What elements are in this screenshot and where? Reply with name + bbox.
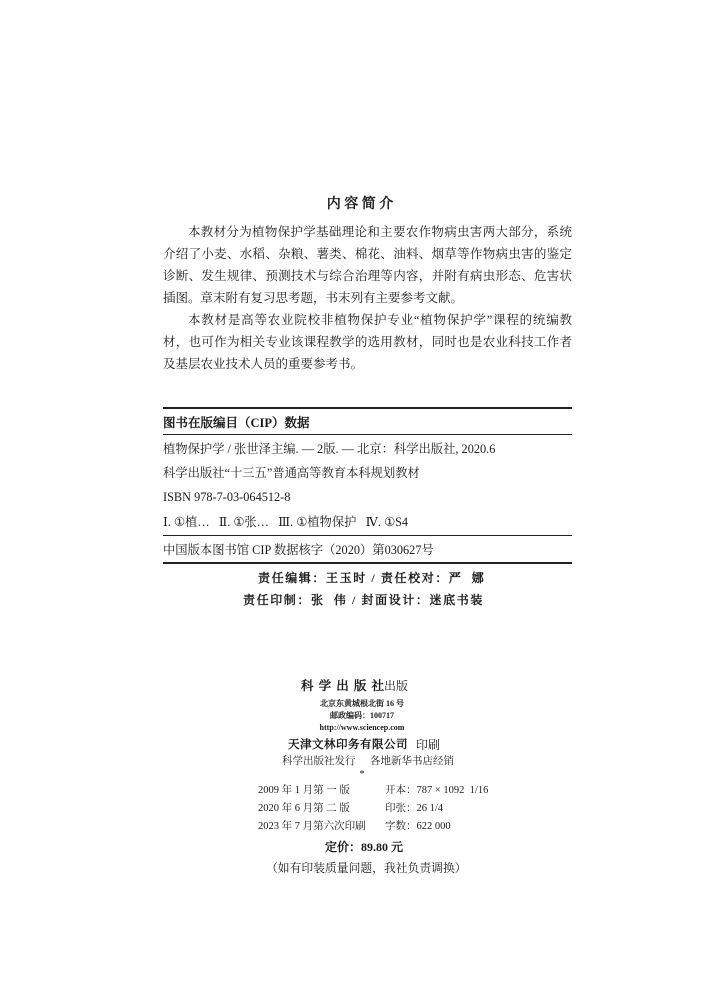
- publisher-website: http://www.sciencep.com: [319, 723, 405, 732]
- publisher-role: 出版: [384, 679, 409, 693]
- credits-editor-line: 责任编辑：王玉时 / 责任校对：严 娜: [258, 571, 486, 585]
- cip-heading: 图书在版编目（CIP）数据: [163, 416, 310, 430]
- edition-3-spec: 字数：622 000: [385, 821, 451, 832]
- quality-notice: （如有印装质量问题，我社负责调换）: [266, 861, 467, 875]
- price: 定价：89.80 元: [325, 840, 404, 854]
- edition-3-date: 2023 年 7 月第六次印刷: [258, 821, 366, 832]
- summary-title: 内 容 简 介: [326, 197, 394, 212]
- publisher-postcode: 邮政编码：100717: [330, 711, 394, 720]
- summary-body: [163, 221, 572, 375]
- summary-paragraph-1-line-2: 介绍了小麦、水稻、杂粮、薯类、棉花、油料、烟草等作物病虫害的鉴定: [163, 247, 572, 261]
- cip-record-number: 中国版本图书馆 CIP 数据核字（2020）第030627号: [163, 543, 434, 557]
- cip-top-rule: [163, 407, 572, 409]
- cip-heading-rule: [163, 434, 572, 435]
- edition-1-date: 2009 年 1 月第 一 版: [258, 785, 350, 796]
- summary-paragraph-2-line-2: 材，也可作为相关专业该课程教学的选用教材，同时也是农业科技工作者: [163, 335, 572, 349]
- summary-paragraph-1-line-4: 插图。章末附有复习思考题，书末列有主要参考文献。: [163, 291, 464, 305]
- summary-paragraph-2-line-1: 本教材是高等农业院校非植物保护专业“植物保护学”课程的统编教: [188, 313, 572, 327]
- cip-entry-series: 科学出版社“十三五”普通高等教育本科规划教材: [163, 466, 420, 480]
- summary-paragraph-1-line-3: 诊断、发生规律、预测技术与综合治理等内容，并附有病虫形态、危害状: [163, 269, 572, 283]
- publisher-address: 北京东黄城根北街 16 号: [320, 699, 404, 708]
- cip-entries-rule: [163, 535, 572, 536]
- cip-entry-title: 植物保护学 / 张世泽主编. — 2版. — 北京：科学出版社, 2020.6: [163, 442, 496, 456]
- publisher-name: 科 学 出 版 社: [301, 679, 386, 693]
- distributor: 科学出版社发行: [282, 756, 356, 767]
- edition-1-spec: 开本：787 × 1092 1/16: [385, 785, 489, 796]
- credits-production-line: 责任印制：张 伟 / 封面设计：迷底书装: [243, 593, 484, 607]
- cip-bottom-rule: [163, 562, 572, 564]
- summary-paragraph-1-line-1: 本教材分为植物保护学基础理论和主要农作物病虫害两大部分，系统: [188, 225, 572, 239]
- retailer: 各地新华书店经销: [370, 756, 454, 767]
- summary-paragraph-2-line-3: 及基层农业技术人员的重要参考书。: [163, 357, 364, 371]
- printer-role: 印刷: [416, 738, 441, 752]
- edition-2-date: 2020 年 6 月第 二 版: [258, 803, 350, 814]
- cip-entry-classification: Ⅰ. ①植… Ⅱ. ①张… Ⅲ. ①植物保护 Ⅳ. ①S4: [163, 515, 409, 529]
- cip-entry-isbn: ISBN 978-7-03-064512-8: [163, 490, 291, 504]
- edition-2-spec: 印张：26 1/4: [385, 803, 444, 814]
- printer-name: 天津文林印务有限公司: [288, 739, 408, 751]
- separator-asterisk: *: [359, 769, 365, 780]
